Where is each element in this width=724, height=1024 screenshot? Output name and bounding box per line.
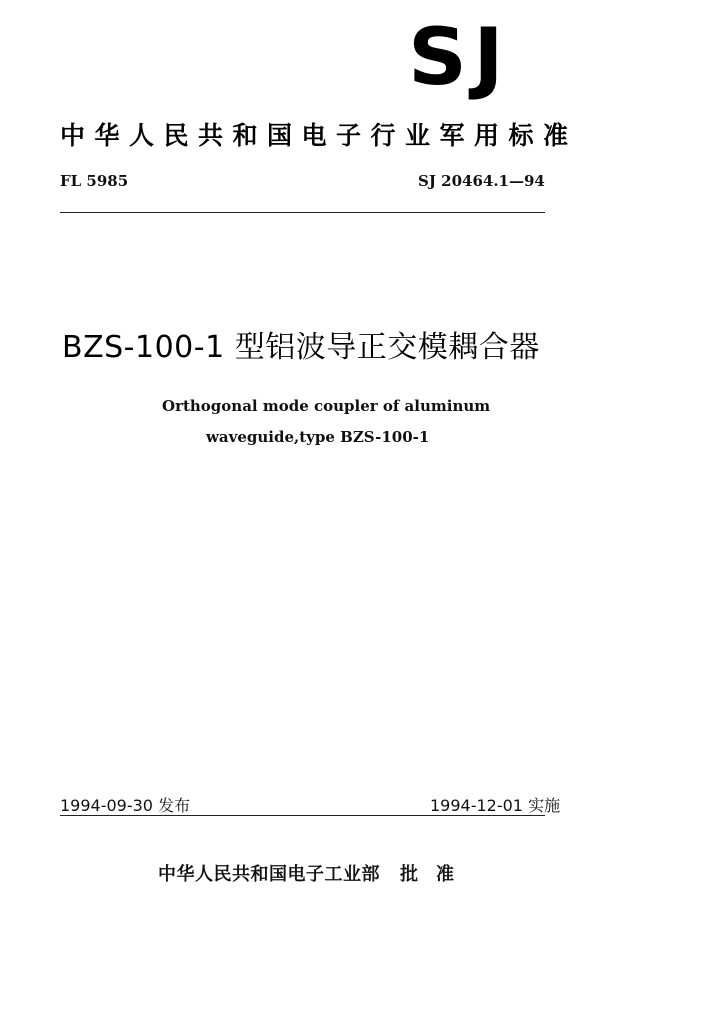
header-divider <box>60 212 545 213</box>
footer-divider <box>60 815 545 816</box>
issue-date: 1994-09-30 发布 <box>60 796 191 815</box>
document-title-english-line2: waveguide,type BZS-100-1 <box>206 428 430 446</box>
sj-logo: SJ <box>408 13 511 103</box>
effective-date: 1994-12-01 实施 <box>430 796 561 815</box>
approval-label: 批准 <box>400 864 472 885</box>
standard-category-title: 中华人民共和国电子行业军用标准 <box>60 121 578 150</box>
document-title-chinese: BZS-100-1 型铝波导正交模耦合器 <box>62 330 540 365</box>
classification-code: FL 5985 <box>60 172 129 190</box>
approving-authority: 中华人民共和国电子工业部 <box>158 864 380 885</box>
standard-number: SJ 20464.1—94 <box>418 172 545 190</box>
document-title-english-line1: Orthogonal mode coupler of aluminum <box>162 397 491 415</box>
